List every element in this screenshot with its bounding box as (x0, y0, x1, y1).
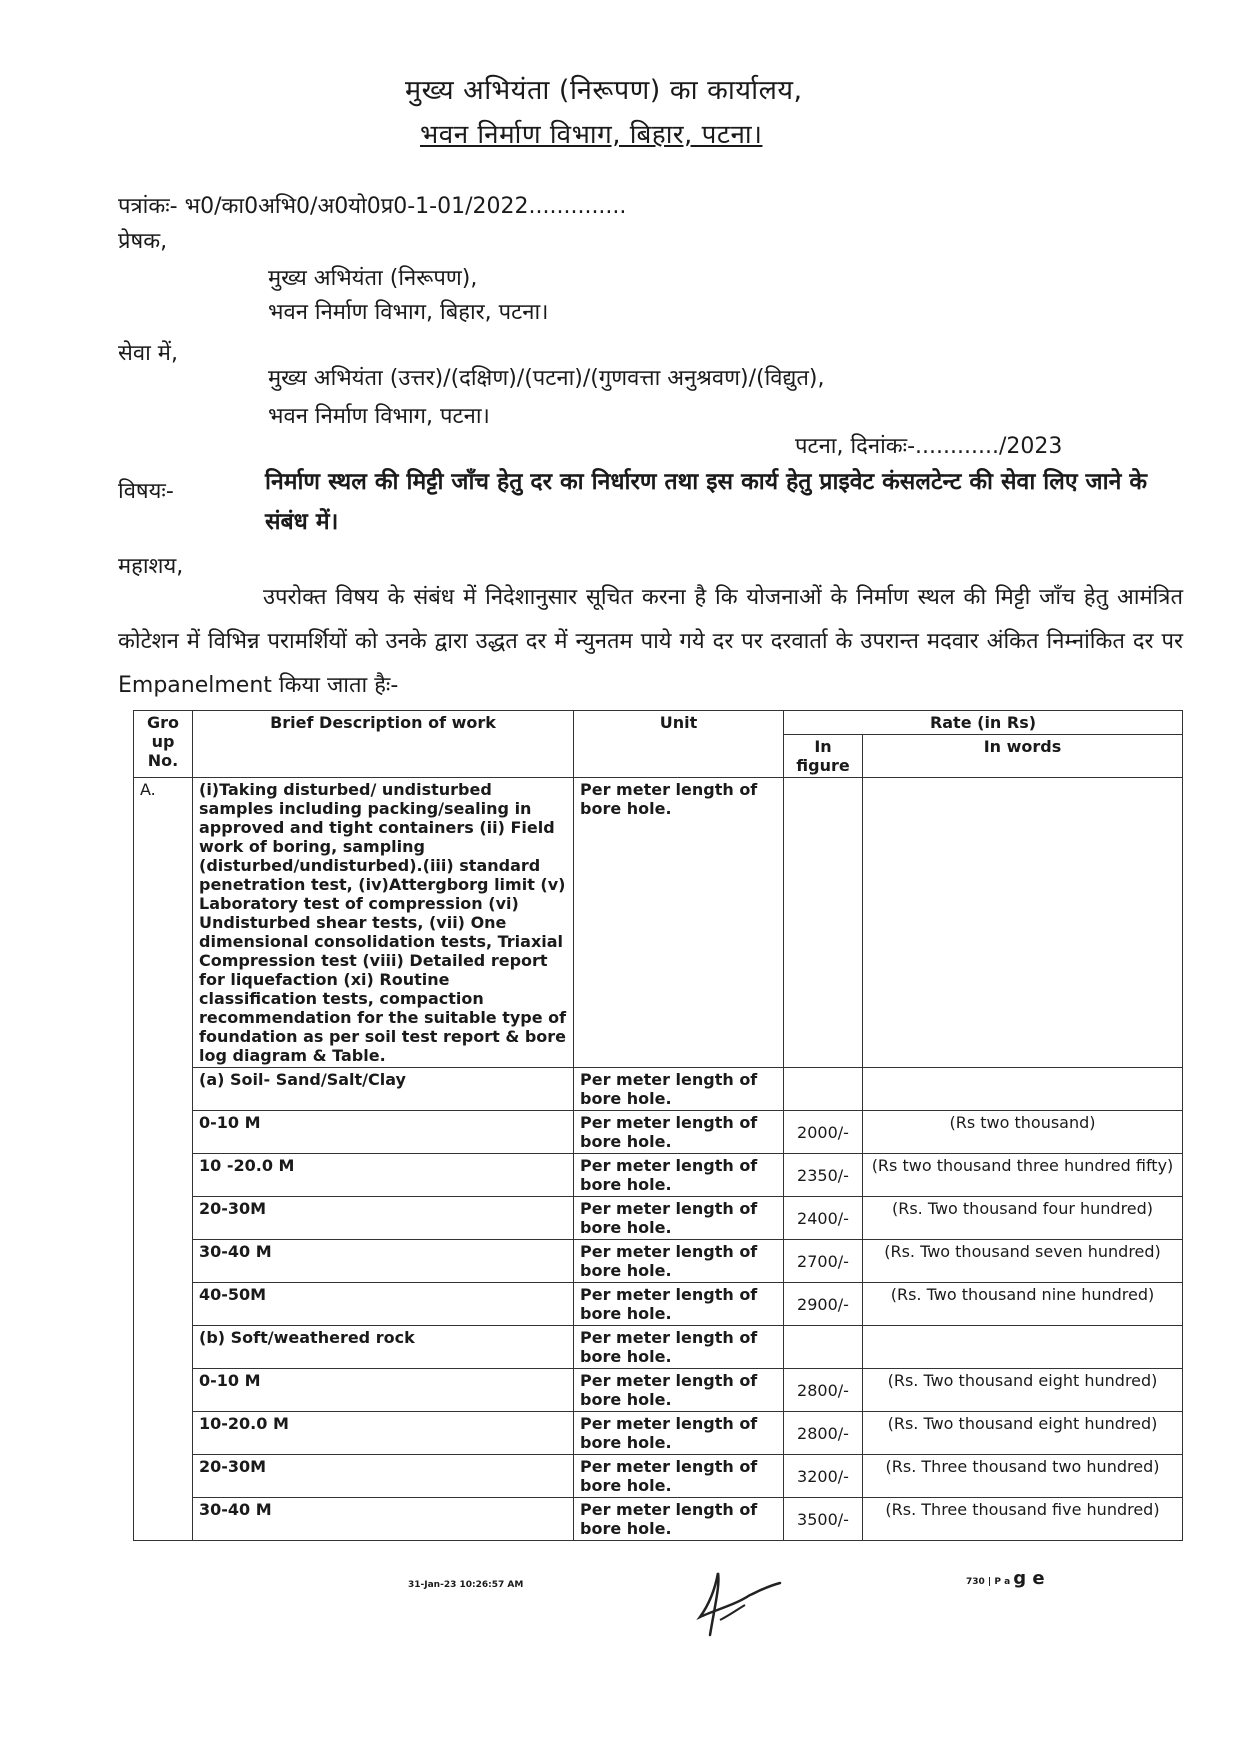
table-row (134, 1068, 1183, 1111)
unit-cell: Per meter length of bore hole. (574, 1326, 784, 1369)
unit-cell: Per meter length of bore hole. (574, 1369, 784, 1412)
unit-cell: Per meter length of bore hole. (574, 1068, 784, 1111)
unit-cell: Per meter length of bore hole. (574, 1154, 784, 1197)
salutation: महाशय, (118, 554, 184, 579)
rate-figure-cell: 3500/- (784, 1498, 863, 1541)
page-number-suffix: g e (1013, 1568, 1045, 1589)
sender-label: प्रेषक, (118, 229, 168, 254)
in-figure-header: In figure (784, 735, 863, 778)
sender-address: भवन निर्माण विभाग, बिहार, पटना। (268, 300, 549, 325)
table-row (134, 1412, 1183, 1455)
work-description: 40-50M (193, 1283, 574, 1326)
rate-words-cell (863, 1068, 1183, 1111)
rate-words-cell (863, 1326, 1183, 1369)
rate-words-cell: (Rs. Two thousand four hundred) (863, 1197, 1183, 1240)
unit-cell: Per meter length of bore hole. (574, 1197, 784, 1240)
page-number (966, 1568, 1045, 1589)
group-cell: A. (134, 778, 193, 1541)
work-description: 30-40 M (193, 1498, 574, 1541)
work-description: (i)Taking disturbed/ undisturbed samples including packing/sealing in approved and tight containers (ii) Field work of boring, sampling (disturbed/undisturbed).(iii) standard penetration test, (iv)Attergborg limit (v) Laboratory test of compression (vi) Undisturbed shear tests, (vii) One dimensional consolidation tests, Triaxial Compression test (viii) Detailed report for liquefaction (xi) Routine classification tests, compaction recommendation for the suitable type of foundation as per soil test report & bore log diagram & Table. (193, 778, 574, 1068)
office-title: मुख्य अभियंता (निरूपण) का कार्यालय, (405, 75, 803, 106)
rate-figure-cell: 2700/- (784, 1240, 863, 1283)
table-row (134, 1240, 1183, 1283)
rate-figure-cell: 2350/- (784, 1154, 863, 1197)
table-row (134, 778, 1183, 1068)
rate-figure-cell (784, 1068, 863, 1111)
subject-label: विषयः- (118, 479, 174, 504)
work-description: (a) Soil- Sand/Salt/Clay (193, 1068, 574, 1111)
table-row (134, 1369, 1183, 1412)
rate-figure-cell: 2800/- (784, 1412, 863, 1455)
rate-figure-cell (784, 778, 863, 1068)
work-description: 0-10 M (193, 1369, 574, 1412)
rate-words-cell: (Rs. Two thousand eight hundred) (863, 1412, 1183, 1455)
rate-header: Rate (in Rs) (784, 711, 1183, 735)
work-description: 20-30M (193, 1455, 574, 1498)
work-description: 10-20.0 M (193, 1412, 574, 1455)
work-description: 10 -20.0 M (193, 1154, 574, 1197)
rate-table (133, 710, 1183, 1541)
body-paragraph: उपरोक्त विषय के संबंध में निदेशानुसार सूचित करना है कि योजनाओं के निर्माण स्थल की मिट्टी जाँच हेतु आमंत्रित कोटेशन में विभिन्न परामर्शियों को उनके द्वारा उद्धत दर में न्युनतम पाये गये दर पर दरवार्ता के उपरान्त मदवार अंकित निम्नांकित दर पर Empanelment किया जाता हैः- (118, 585, 1183, 698)
recipient-name: मुख्य अभियंता (उत्तर)/(दक्षिण)/(पटना)/(गुणवत्ता अनुश्रवण)/(विद्युत), (268, 366, 825, 391)
department-title: भवन निर्माण विभाग, बिहार, पटना। (420, 120, 763, 150)
rate-figure-cell (784, 1326, 863, 1369)
recipient-address: भवन निर्माण विभाग, पटना। (268, 404, 490, 429)
rate-words-cell: (Rs. Two thousand eight hundred) (863, 1369, 1183, 1412)
unit-cell: Per meter length of bore hole. (574, 1498, 784, 1541)
table-row (134, 1197, 1183, 1240)
work-description: 30-40 M (193, 1240, 574, 1283)
table-row (134, 1283, 1183, 1326)
work-description: 0-10 M (193, 1111, 574, 1154)
recipient-label: सेवा में, (118, 341, 178, 366)
rate-words-cell: (Rs. Three thousand five hundred) (863, 1498, 1183, 1541)
rate-words-cell (863, 778, 1183, 1068)
rate-figure-cell: 2800/- (784, 1369, 863, 1412)
rate-figure-cell: 3200/- (784, 1455, 863, 1498)
unit-cell: Per meter length of bore hole. (574, 778, 784, 1068)
reference-number: पत्रांकः- भ0/का0अभि0/अ0यो0प्र0-1-01/2022.............. (118, 194, 627, 219)
date-line: पटना, दिनांकः-............/2023 (795, 434, 1063, 459)
rate-words-cell: (Rs. Two thousand seven hundred) (863, 1240, 1183, 1283)
unit-cell: Per meter length of bore hole. (574, 1412, 784, 1455)
rate-words-cell: (Rs. Three thousand two hundred) (863, 1455, 1183, 1498)
table-row (134, 1154, 1183, 1197)
unit-cell: Per meter length of bore hole. (574, 1455, 784, 1498)
unit-header: Unit (574, 711, 784, 778)
print-timestamp: 31-Jan-23 10:26:57 AM (408, 1580, 524, 1590)
rate-words-cell: (Rs. Two thousand nine hundred) (863, 1283, 1183, 1326)
unit-cell: Per meter length of bore hole. (574, 1111, 784, 1154)
rate-words-cell: (Rs two thousand three hundred fifty) (863, 1154, 1183, 1197)
signature (690, 1565, 800, 1649)
table-row (134, 1326, 1183, 1369)
rate-figure-cell: 2000/- (784, 1111, 863, 1154)
in-words-header: In words (863, 735, 1183, 778)
table-row (134, 1455, 1183, 1498)
unit-cell: Per meter length of bore hole. (574, 1240, 784, 1283)
sender-name: मुख्य अभियंता (निरूपण), (268, 266, 478, 291)
work-description: (b) Soft/weathered rock (193, 1326, 574, 1369)
rate-words-cell: (Rs two thousand) (863, 1111, 1183, 1154)
table-row (134, 1498, 1183, 1541)
work-description: 20-30M (193, 1197, 574, 1240)
rate-figure-cell: 2400/- (784, 1197, 863, 1240)
page-number-prefix: 730 | P a (966, 1577, 1014, 1587)
rate-figure-cell: 2900/- (784, 1283, 863, 1326)
description-header: Brief Description of work (193, 711, 574, 778)
unit-cell: Per meter length of bore hole. (574, 1283, 784, 1326)
subject-text: निर्माण स्थल की मिट्टी जाँच हेतु दर का निर्धारण तथा इस कार्य हेतु प्राइवेट कंसलटेन्ट की सेवा लिए जाने के संबंध में। (265, 469, 1148, 535)
group-header: Gro up No. (134, 711, 193, 778)
table-header-row (134, 711, 1183, 735)
table-row (134, 1111, 1183, 1154)
